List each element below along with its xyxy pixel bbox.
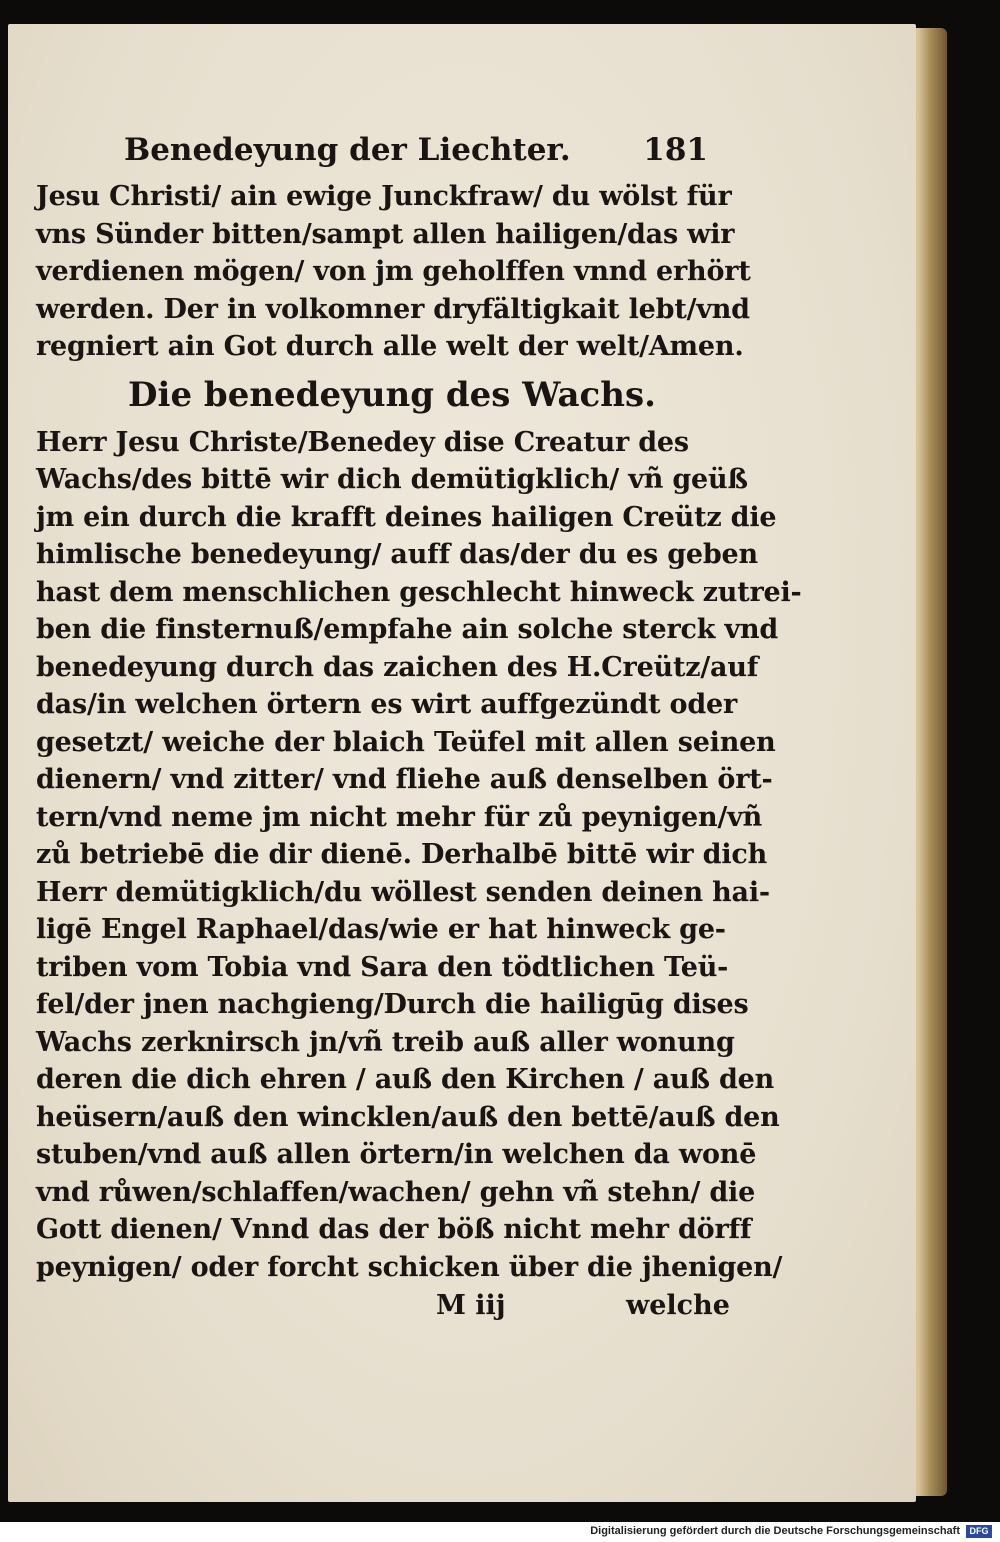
text-line: peynigen/ oder forcht schicken über die jhenigen/ [36, 1251, 783, 1283]
footer-bar [0, 1522, 1000, 1542]
running-head [36, 132, 748, 178]
text-line: zů betriebē die dir dienē. Derhalbē bittē wir dich [36, 839, 768, 870]
catchword: welche [626, 1290, 730, 1321]
dfg-logo: DFG [966, 1525, 992, 1538]
signature-mark: M iij [436, 1290, 506, 1321]
folio-number: 181 [643, 132, 708, 168]
text-block [36, 132, 802, 1326]
running-head-title: Benedeyung der Liechter. [124, 132, 571, 168]
section-heading: Die benedeyung des Wachs. [128, 374, 656, 415]
text-line: Herr demütigklich/du wöllest senden deinen hai- [36, 876, 770, 908]
text-line: benedeyung durch das zaichen des H.Creütz/auf [36, 651, 759, 683]
text-line: regniert ain Got durch alle welt der welt/Amen. [36, 331, 744, 362]
text-line: vnd růwen/schlaffen/wachen/ gehn vñ stehn/ die [36, 1176, 756, 1208]
text-line: heüsern/auß den wincklen/auß den bettē/auß den [36, 1101, 780, 1133]
text-line: himlische benedeyung/ auff das/der du es geben [36, 539, 758, 570]
text-line: fel/der jnen nachgieng/Durch die hailigūg dises [36, 989, 749, 1020]
text-line: hast dem menschlichen geschlecht hinweck zutrei- [36, 576, 802, 608]
text-line: gesetzt/ weiche der blaich Teüfel mit allen seinen [36, 726, 776, 758]
text-line: Wachs/des bittē wir dich demütigklich/ vñ geüß [36, 464, 748, 495]
text-line: Jesu Christi/ ain ewige Junckfraw/ du wölst für [36, 181, 732, 212]
text-line: deren die dich ehren / auß den Kirchen / auß den [36, 1064, 775, 1095]
funding-credit: Digitalisierung gefördert durch die Deutsche Forschungsgemeinschaft [590, 1525, 960, 1537]
text-line: Wachs zerknirsch jn/vñ treib auß aller wonung [36, 1026, 735, 1058]
text-line: tern/vnd neme jm nicht mehr für zů peynigen/vñ [36, 801, 763, 833]
text-line: das/in welchen örtern es wirt auffgezündt oder [36, 689, 738, 720]
text-line: stuben/vnd auß allen örtern/in welchen da wonē [36, 1139, 757, 1170]
text-line: Gott dienen/ Vnnd das der böß nicht mehr dörff [36, 1214, 752, 1245]
text-line: triben vom Tobia vnd Sara den tödtlichen Teü- [36, 951, 729, 983]
signature-line [36, 1286, 748, 1326]
book-page [8, 24, 916, 1502]
text-line: ligē Engel Raphael/das/wie er hat hinweck ge- [36, 914, 726, 945]
text-line: ben die finsternuß/empfahe ain solche sterck vnd [36, 614, 779, 645]
text-line: dienern/ vnd zitter/ vnd fliehe auß denselben ört- [36, 764, 773, 795]
text-line: vns Sünder bitten/sampt allen hailigen/das wir [36, 218, 735, 250]
text-line: werden. Der in volkomner dryfältigkait lebt/vnd [36, 293, 750, 325]
paragraph-top [36, 178, 751, 366]
text-line: Herr Jesu Christe/Benedey dise Creatur des [36, 426, 689, 458]
text-line: jm ein durch die krafft deines hailigen Creütz die [36, 501, 777, 533]
paragraph-body [36, 424, 802, 1287]
text-line: verdienen mögen/ von jm geholffen vnnd erhört [36, 256, 751, 287]
